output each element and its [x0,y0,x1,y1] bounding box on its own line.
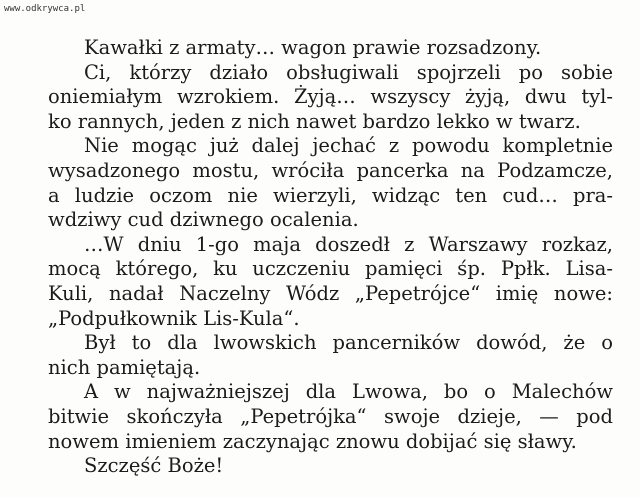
watermark-url: www.odkrywca.pl [4,4,86,14]
text-line: …W dniu 1-go maja doszedł z Warszawy rozkaz, [84,232,613,256]
text-line: nowem imieniem zaczynając znowu dobijać się sławy. [48,429,577,453]
text-line: Kawałki z armaty… wagon prawie rozsadzony. [84,36,542,59]
text-line: ko rannych, jeden z nich nawet bardzo lekko w twarz. [48,109,581,133]
text-line: Ci, którzy działo obsługiwali spojrzeli po sobie [84,60,613,84]
text-line: Był to dla lwowskich pancerników dowód, że o [84,331,613,355]
text-block [48,36,613,479]
text-line: wdziwy cud dziwnego ocalenia. [48,208,359,232]
text-line: Szczęść Boże! [84,454,224,478]
text-line: oniemiałym wzrokiem. Żyją… wszyscy żyją, dwu tyl- [48,85,613,109]
text-line: a ludzie oczom nie wierzyli, widząc ten cud… pra- [48,183,613,207]
text-line: mocą którego, ku uczczeniu pamięci śp. Ppłk. Lisa- [48,257,613,281]
text-line: bitwie skończyła „Pepetrójka“ swoje dzieje, — pod [48,404,613,428]
text-line: „Podpułkownik Lis-Kula“. [48,306,300,330]
text-line: nich pamiętają. [48,355,201,379]
text-line: Kuli, nadał Naczelny Wódz „Pepetrójce“ imię nowe: [48,281,613,305]
text-line: wysadzonego mostu, wróciła pancerka na Podzamcze, [48,158,613,182]
text-line: Nie mogąc już dalej jechać z powodu kompletnie [84,134,613,158]
text-line: A w najważniejszej dla Lwowa, bo o Malechów [84,380,613,404]
